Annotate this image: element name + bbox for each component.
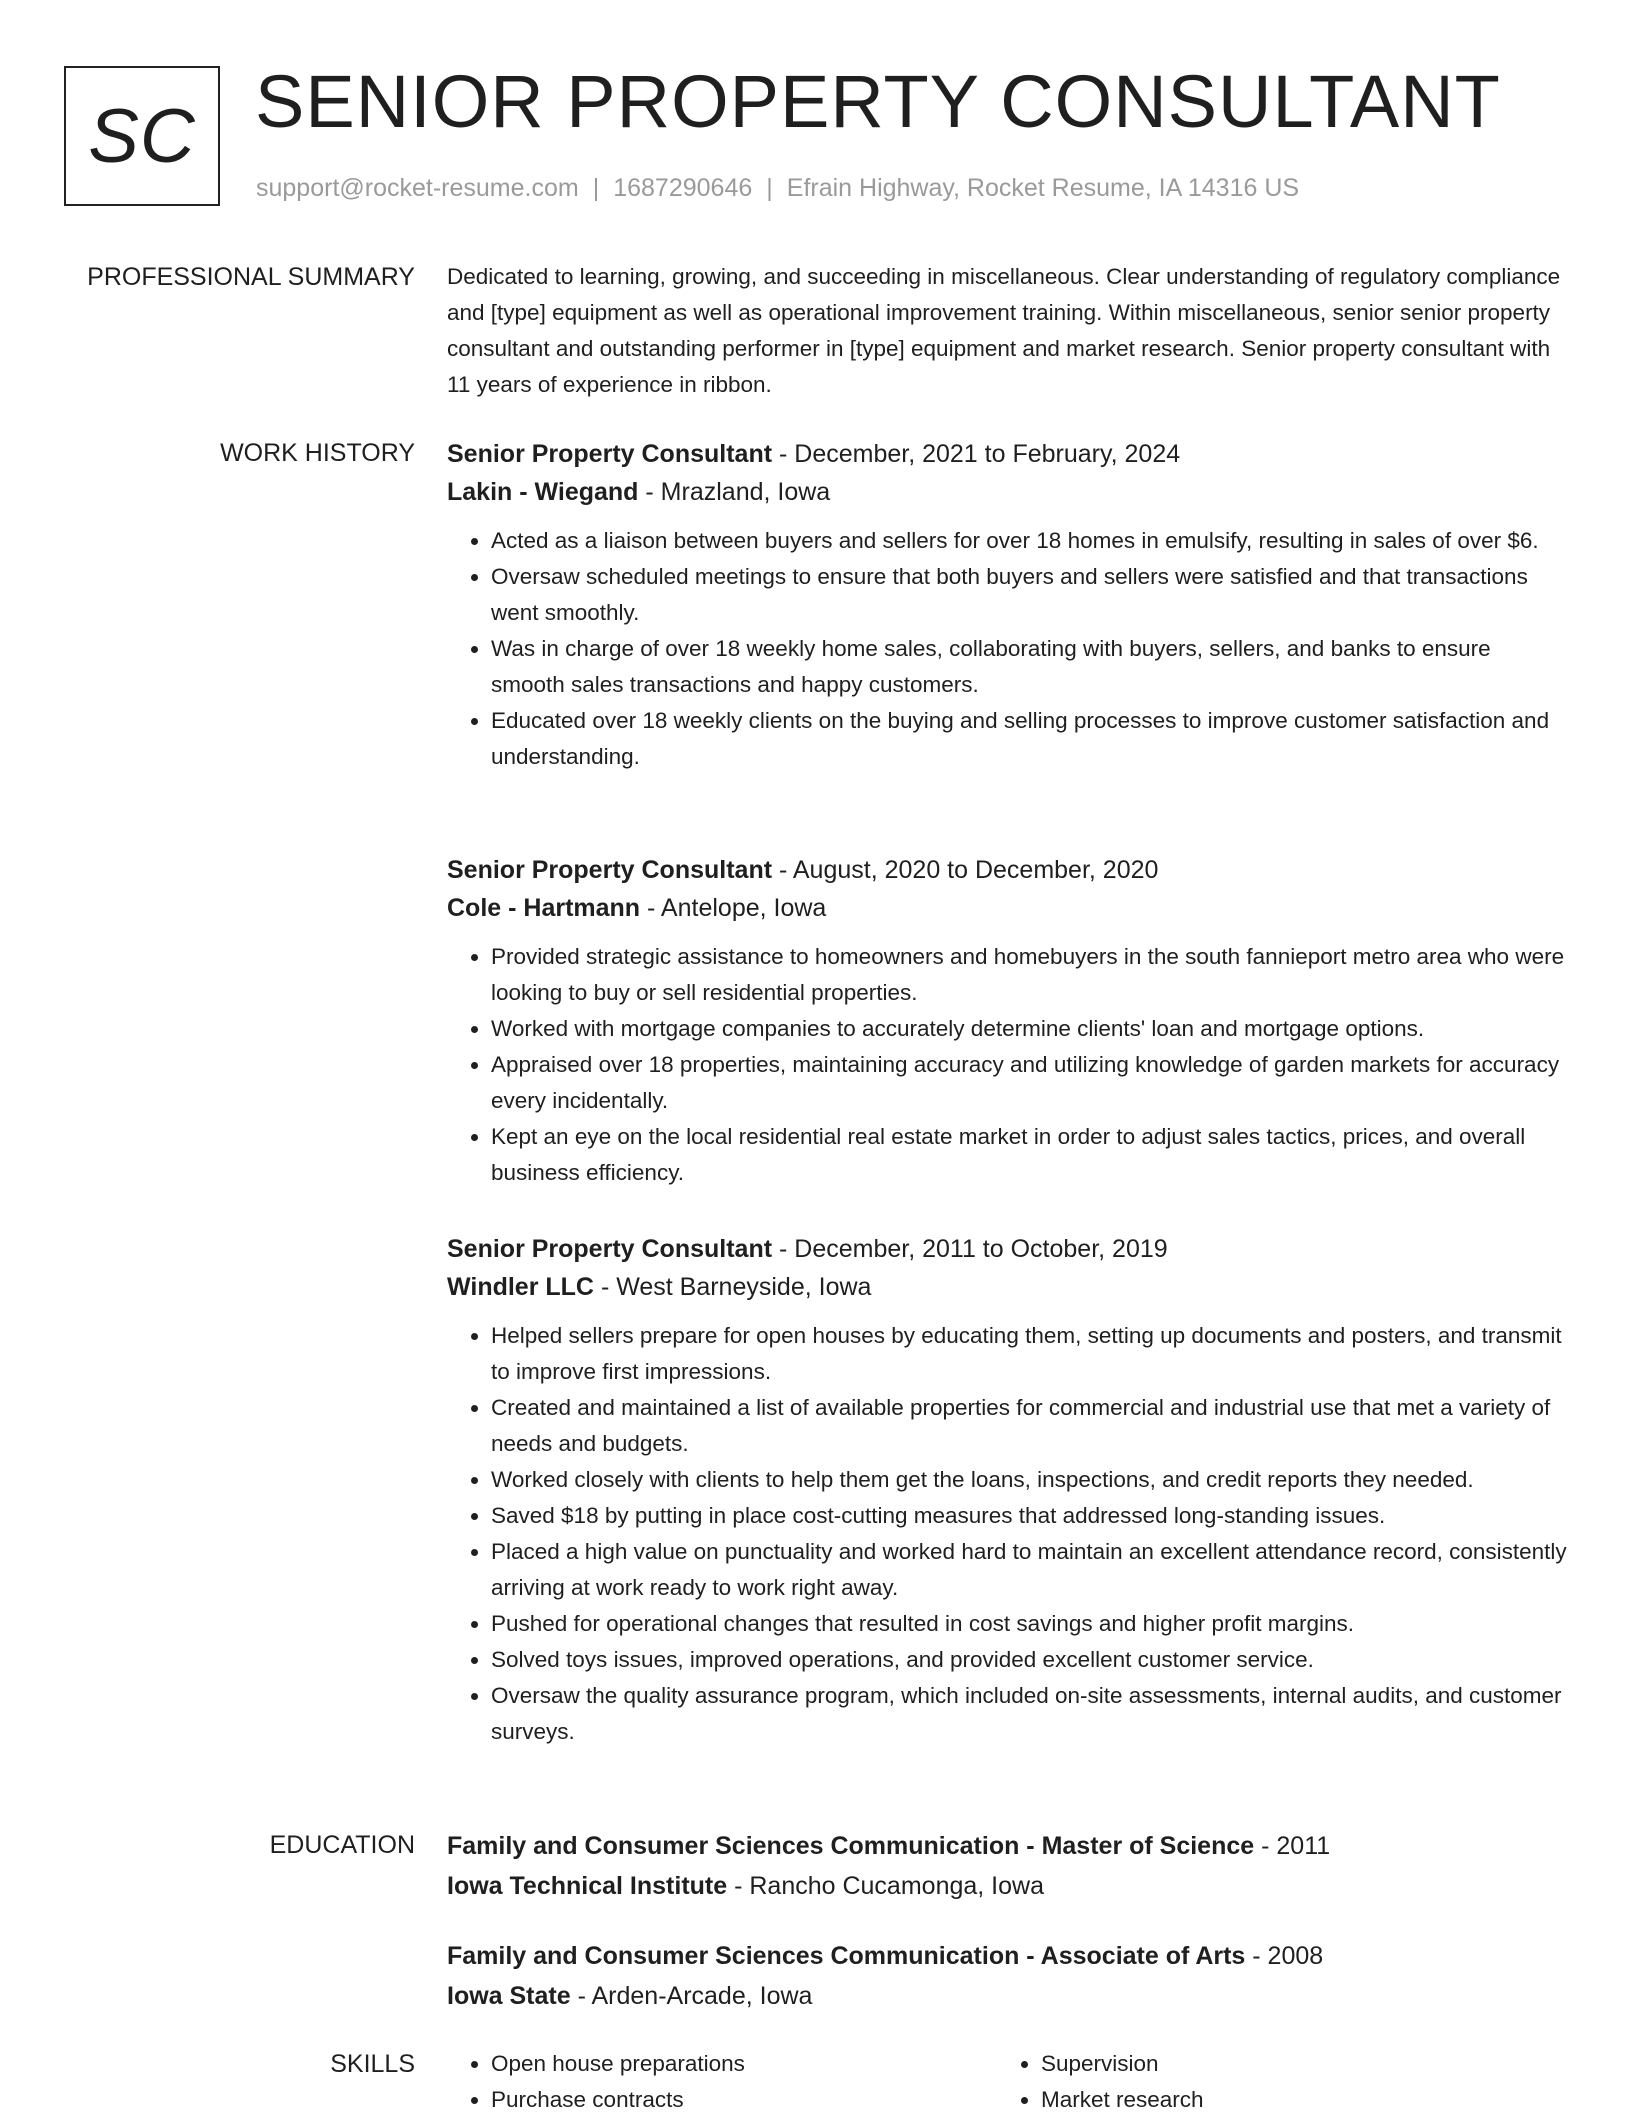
section-label-work-history: WORK HISTORY bbox=[220, 439, 415, 467]
contact-email: support@rocket-resume.com bbox=[256, 174, 579, 202]
degree: Family and Consumer Sciences Communication - Master of Science bbox=[447, 1832, 1255, 1860]
job-title-line bbox=[447, 435, 1567, 473]
list-item: • Placed a high value on punctuality and worked hard to maintain an excellent attendance record, consistently arriving at work ready to work right away. bbox=[491, 1534, 1567, 1606]
list-item: • Oversaw the quality assurance program, which included on-site assessments, internal audits, and customer surveys. bbox=[491, 1678, 1567, 1750]
initials-monogram: SC bbox=[64, 66, 220, 206]
job-dates: - December, 2011 to October, 2019 bbox=[772, 1235, 1168, 1263]
job-company: Lakin - Wiegand bbox=[447, 478, 639, 506]
skills-list-left bbox=[447, 2046, 997, 2118]
section-label-skills: SKILLS bbox=[330, 2050, 415, 2078]
skill-item: • Open house preparations bbox=[491, 2046, 997, 2082]
school-line bbox=[447, 1867, 1567, 1905]
education-entry bbox=[447, 1827, 1567, 1905]
job-location: - Mrazland, Iowa bbox=[638, 478, 831, 506]
job-company-line bbox=[447, 889, 1567, 927]
school-location: - Rancho Cucamonga, Iowa bbox=[727, 1872, 1044, 1900]
degree-line bbox=[447, 1827, 1567, 1865]
degree-line bbox=[447, 1937, 1567, 1975]
list-item: • Worked closely with clients to help them get the loans, inspections, and credit reports they needed. bbox=[491, 1462, 1567, 1498]
job-location: - West Barneyside, Iowa bbox=[594, 1273, 872, 1301]
job-title: Senior Property Consultant bbox=[447, 440, 773, 468]
job-company: Windler LLC bbox=[447, 1273, 594, 1301]
job-title-line bbox=[447, 1230, 1567, 1268]
job-title: Senior Property Consultant bbox=[447, 856, 773, 884]
job-bullets bbox=[447, 523, 1567, 775]
skill-item: • Purchase contracts bbox=[491, 2082, 997, 2118]
job-entry bbox=[447, 435, 1567, 775]
list-item: • Worked with mortgage companies to accurately determine clients' loan and mortgage options. bbox=[491, 1011, 1567, 1047]
job-company-line bbox=[447, 473, 1567, 511]
contact-line bbox=[256, 174, 1299, 203]
list-item: • Oversaw scheduled meetings to ensure that both buyers and sellers were satisfied and that transactions went smoothly. bbox=[491, 559, 1567, 631]
skill-item: • Supervision bbox=[1041, 2046, 1547, 2082]
section-label-education: EDUCATION bbox=[269, 1831, 415, 1859]
separator: | bbox=[592, 174, 600, 202]
job-bullets bbox=[447, 939, 1567, 1191]
list-item: • Educated over 18 weekly clients on the buying and selling processes to improve customer satisfaction and understanding. bbox=[491, 703, 1567, 775]
list-item: • Created and maintained a list of available properties for commercial and industrial use that met a variety of needs and budgets. bbox=[491, 1390, 1567, 1462]
education-entry bbox=[447, 1937, 1567, 2015]
job-title: Senior Property Consultant bbox=[447, 1235, 773, 1263]
list-item: • Pushed for operational changes that resulted in cost savings and higher profit margins. bbox=[491, 1606, 1567, 1642]
list-item: • Solved toys issues, improved operations, and provided excellent customer service. bbox=[491, 1642, 1567, 1678]
job-company-line bbox=[447, 1268, 1567, 1306]
list-item: • Appraised over 18 properties, maintaining accuracy and utilizing knowledge of garden markets for accuracy every incidentally. bbox=[491, 1047, 1567, 1119]
degree-year: - 2011 bbox=[1254, 1832, 1331, 1860]
contact-phone: 1687290646 bbox=[613, 174, 753, 202]
separator: | bbox=[766, 174, 773, 202]
list-item: • Kept an eye on the local residential real estate market in order to adjust sales tactics, prices, and overall business efficiency. bbox=[491, 1119, 1567, 1191]
contact-address: Efrain Highway, Rocket Resume, IA 14316 US bbox=[786, 174, 1300, 202]
job-bullets bbox=[447, 1318, 1567, 1750]
school: Iowa State bbox=[447, 1982, 571, 2010]
list-item: • Was in charge of over 18 weekly home sales, collaborating with buyers, sellers, and banks to ensure smooth sales transactions and happy customers. bbox=[491, 631, 1567, 703]
skills-list-right bbox=[997, 2046, 1547, 2118]
degree-year: - 2008 bbox=[1245, 1942, 1324, 1970]
job-dates: - December, 2021 to February, 2024 bbox=[772, 440, 1181, 468]
skill-item: • Market research bbox=[1041, 2082, 1547, 2118]
job-company: Cole - Hartmann bbox=[447, 894, 641, 922]
list-item: • Saved $18 by putting in place cost-cutting measures that addressed long-standing issues. bbox=[491, 1498, 1567, 1534]
job-entry bbox=[447, 851, 1567, 1191]
job-dates: - August, 2020 to December, 2020 bbox=[772, 856, 1159, 884]
job-title-line bbox=[447, 851, 1567, 889]
school: Iowa Technical Institute bbox=[447, 1872, 728, 1900]
list-item: • Acted as a liaison between buyers and sellers for over 18 homes in emulsify, resulting in sales of over $6. bbox=[491, 523, 1567, 559]
summary-text: Dedicated to learning, growing, and succeeding in miscellaneous. Clear understanding of regulatory compliance and [type] equipment as well as operational improvement training. Within miscellaneous, senior senior property consultant and outstanding performer in [type] equipment and market research. Senior property consultant with 11 years of experience in ribbon. bbox=[447, 264, 1561, 397]
job-location: - Antelope, Iowa bbox=[640, 894, 827, 922]
school-location: - Arden-Arcade, Iowa bbox=[570, 1982, 813, 2010]
list-item: • Helped sellers prepare for open houses by educating them, setting up documents and posters, and transmit to improve first impressions. bbox=[491, 1318, 1567, 1390]
school-line bbox=[447, 1977, 1567, 2015]
skills-columns bbox=[447, 2046, 1567, 2118]
section-label-summary: PROFESSIONAL SUMMARY bbox=[87, 263, 415, 291]
degree: Family and Consumer Sciences Communication - Associate of Arts bbox=[447, 1942, 1246, 1970]
page-title: SENIOR PROPERTY CONSULTANT bbox=[255, 60, 1501, 143]
job-entry bbox=[447, 1230, 1567, 1750]
list-item: • Provided strategic assistance to homeowners and homebuyers in the south fannieport metro area who were looking to buy or sell residential properties. bbox=[491, 939, 1567, 1011]
